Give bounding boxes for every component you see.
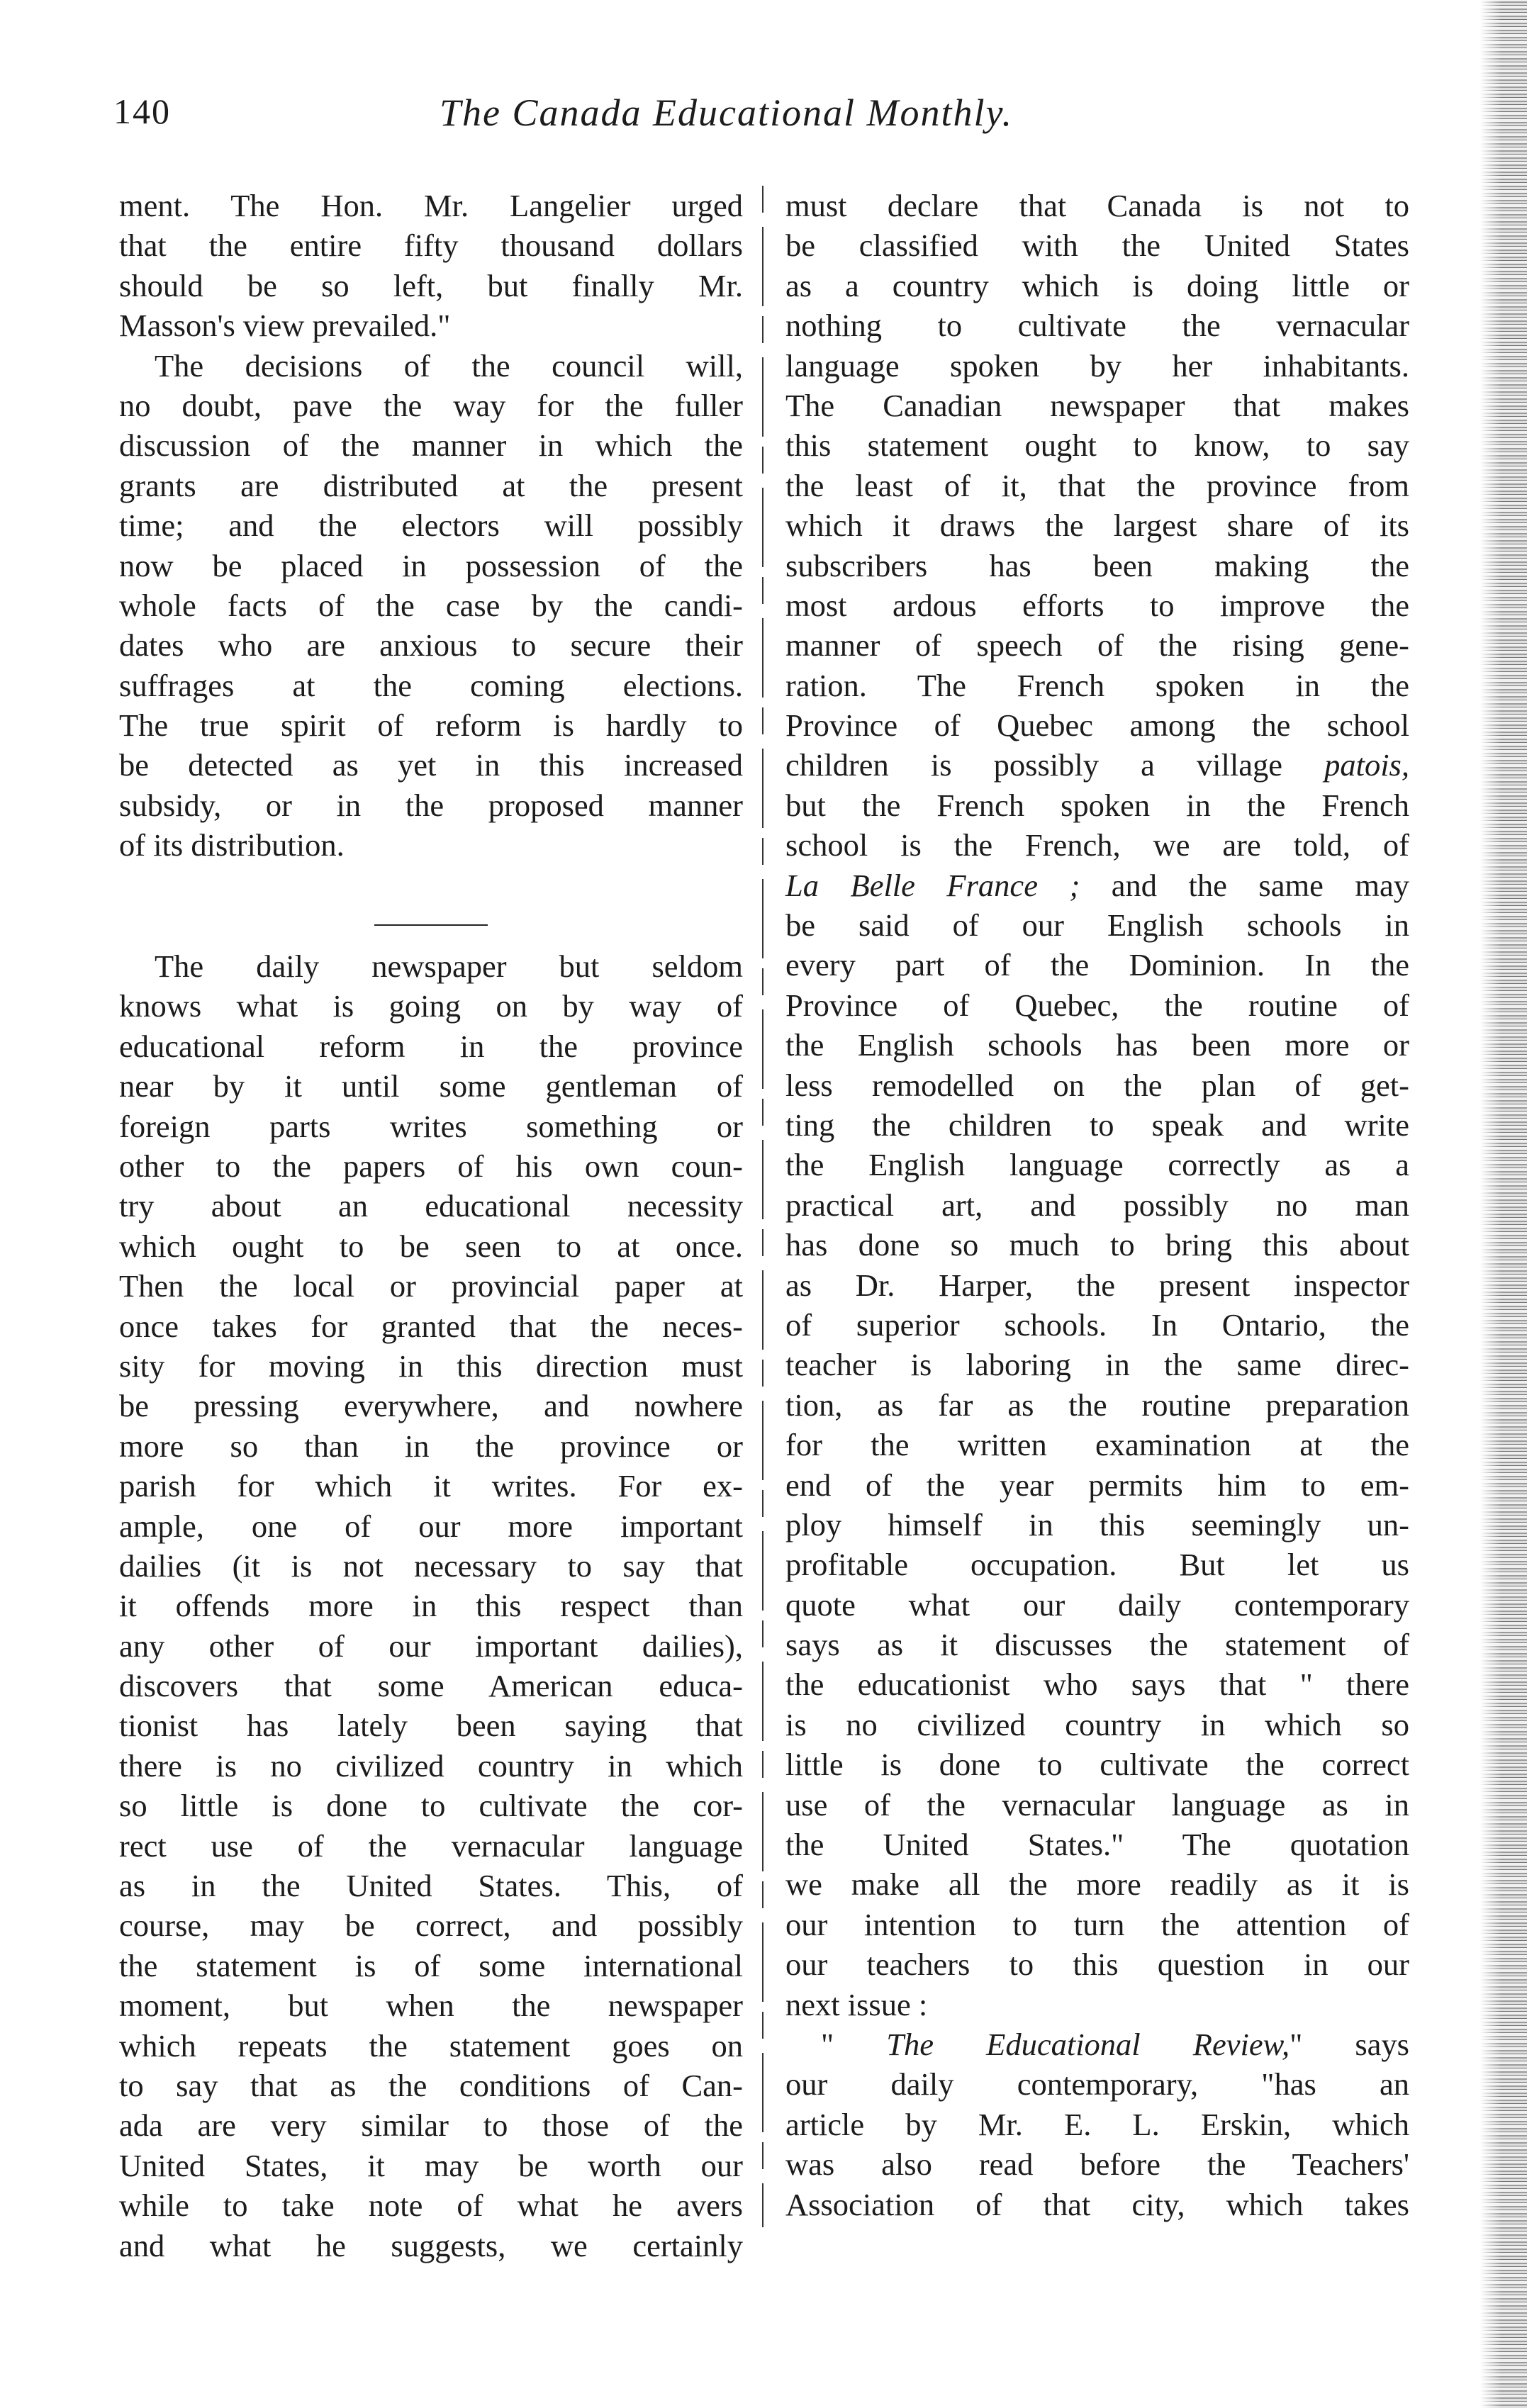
text-line: should be so left, but finally Mr.	[119, 267, 743, 303]
text-line: ment. The Hon. Mr. Langelier urged	[119, 188, 743, 223]
text-line: tionist has lately been saying that	[119, 1708, 743, 1744]
text-line: once takes for granted that the neces-	[119, 1308, 743, 1344]
text-line: educational reform in the province	[119, 1028, 743, 1064]
text-line: says as it discusses the statement of	[785, 1627, 1409, 1663]
text-line: as in the United States. This, of	[119, 1868, 743, 1904]
text-line: grants are distributed at the present	[119, 467, 743, 503]
text-line: which ought to be seen to at once.	[119, 1228, 743, 1264]
text-line: little is done to cultivate the correct	[785, 1747, 1409, 1783]
text-line: as a country which is doing little or	[785, 267, 1409, 303]
text-line: of its distribution.	[119, 827, 345, 863]
text-line: discovers that some American educa-	[119, 1668, 743, 1704]
text-line: practical art, and possibly no man	[785, 1187, 1409, 1223]
running-header	[113, 91, 1120, 147]
text-line: be detected as yet in this increased	[119, 747, 743, 783]
emphasis: The Educational Review,	[886, 2026, 1290, 2062]
text-line: that the entire fifty thousand dollars	[119, 228, 743, 264]
text-line: Masson's view prevailed."	[119, 308, 451, 344]
text-line: but the French spoken in the French	[785, 787, 1409, 823]
text-line: language spoken by her inhabitants.	[785, 347, 1409, 383]
text-line: it offends more in this respect than	[119, 1588, 743, 1624]
text-line: so little is done to cultivate the cor-	[119, 1788, 743, 1824]
paragraph	[119, 946, 743, 2266]
text-line: which it draws the largest share of its	[785, 508, 1409, 544]
text-line: subscribers has been making the	[785, 547, 1409, 583]
text-line: foreign parts writes something or	[119, 1108, 743, 1144]
paragraph	[119, 346, 743, 866]
text-line: ample, one of our more important	[119, 1508, 743, 1544]
text-line: we make all the more readily as it is	[785, 1866, 1409, 1903]
text-line: suffrages at the coming elections.	[119, 667, 743, 703]
text-line: parish for which it writes. For ex-	[119, 1468, 743, 1504]
text-line: The Canadian newspaper that makes	[785, 387, 1409, 423]
column-divider	[762, 186, 764, 2227]
text-line: subsidy, or in the proposed manner	[119, 787, 743, 823]
text-line: must declare that Canada is not to	[785, 188, 1409, 223]
text-line: La Belle France ; and the same may	[785, 867, 1409, 903]
text-line: course, may be correct, and possibly	[119, 1908, 743, 1944]
text-line: our daily contemporary, "has an	[785, 2066, 1409, 2102]
text-line: of superior schools. In Ontario, the	[785, 1306, 1409, 1343]
text-line: now be placed in possession of the	[119, 547, 743, 583]
text-line: time; and the electors will possibly	[119, 508, 743, 544]
text-line: Association of that city, which takes	[785, 2186, 1409, 2222]
text-line: teacher is laboring in the same direc-	[785, 1347, 1409, 1383]
text-line: there is no civilized country in which	[119, 1747, 743, 1783]
text-line: this statement ought to know, to say	[785, 427, 1409, 464]
running-title: The Canada Educational Monthly.	[440, 91, 1013, 134]
text-line: the English schools has been more or	[785, 1027, 1409, 1063]
text-line: the least of it, that the province from	[785, 467, 1409, 503]
text-line: The decisions of the council will,	[155, 347, 743, 383]
text-line: tion, as far as the routine preparation	[785, 1387, 1409, 1423]
text-line: to say that as the conditions of Can-	[119, 2067, 743, 2103]
text-line: the educationist who says that " there	[785, 1667, 1409, 1703]
text-line: the English language correctly as a	[785, 1147, 1409, 1183]
text-line: the United States." The quotation	[785, 1827, 1409, 1863]
text-line: children is possibly a village patois,	[785, 747, 1409, 783]
text-line: article by Mr. E. L. Erskin, which	[785, 2106, 1409, 2142]
text-line: ploy himself in this seemingly un-	[785, 1506, 1409, 1542]
left-column	[119, 186, 743, 2266]
section-rule	[374, 924, 488, 926]
text-line: profitable occupation. But let us	[785, 1547, 1409, 1583]
text-line: sity for moving in this direction must	[119, 1348, 743, 1384]
text-line: and what he suggests, we certainly	[119, 2227, 743, 2263]
text-line: end of the year permits him to em-	[785, 1467, 1409, 1503]
text-line: be pressing everywhere, and nowhere	[119, 1388, 743, 1424]
text-line: Then the local or provincial paper at	[119, 1268, 743, 1304]
text-line: any other of our important dailies),	[119, 1628, 743, 1664]
text-line: The true spirit of reform is hardly to	[119, 707, 743, 744]
text-line: rect use of the vernacular language	[119, 1827, 743, 1864]
text-line: more so than in the province or	[119, 1428, 743, 1464]
text-line: has done so much to bring this about	[785, 1227, 1409, 1263]
text-line: Province of Quebec, the routine of	[785, 987, 1409, 1023]
text-line: our teachers to this question in our	[785, 1947, 1409, 1983]
text-line: is no civilized country in which so	[785, 1706, 1409, 1742]
text-line: next issue :	[785, 1986, 928, 2022]
paragraph	[785, 186, 1409, 745]
right-column	[785, 186, 1409, 2224]
text-line: ration. The French spoken in the	[785, 667, 1409, 703]
text-line: nothing to cultivate the vernacular	[785, 308, 1409, 344]
text-line: quote what our daily contemporary	[785, 1586, 1409, 1623]
text-line: be said of our English schools in	[785, 907, 1409, 943]
text-line: near by it until some gentleman of	[119, 1068, 743, 1104]
text-line: no doubt, pave the way for the fuller	[119, 387, 743, 423]
text-line: school is the French, we are told, of	[785, 827, 1409, 863]
text-line: United States, it may be worth our	[119, 2147, 743, 2183]
scan-edge	[1480, 0, 1527, 2408]
text-line: knows what is going on by way of	[119, 988, 743, 1024]
text-line: every part of the Dominion. In the	[785, 947, 1409, 983]
text-line: moment, but when the newspaper	[119, 1988, 743, 2024]
text-line: which repeats the statement goes on	[119, 2027, 743, 2063]
paragraph	[785, 905, 1409, 2025]
text-line: as Dr. Harper, the present inspector	[785, 1267, 1409, 1303]
paragraph	[119, 186, 743, 346]
text-line: other to the papers of his own coun-	[119, 1148, 743, 1184]
text-line: was also read before the Teachers'	[785, 2146, 1409, 2183]
text-line: while to take note of what he avers	[119, 2188, 743, 2224]
paragraph	[785, 2064, 1409, 2224]
text-line: ada are very similar to those of the	[119, 2107, 743, 2144]
text-line: our intention to turn the attention of	[785, 1906, 1409, 1942]
text-line: most ardous efforts to improve the	[785, 587, 1409, 623]
text-line: less remodelled on the plan of get-	[785, 1067, 1409, 1103]
text-line: use of the vernacular language as in	[785, 1786, 1409, 1822]
text-line: dailies (it is not necessary to say that	[119, 1547, 743, 1584]
text-line: The daily newspaper but seldom	[155, 948, 743, 985]
text-line: the statement is of some international	[119, 1947, 743, 1983]
text-line: discussion of the manner in which the	[119, 427, 743, 464]
text-line: whole facts of the case by the candi-	[119, 587, 743, 623]
text-line: Province of Quebec among the school	[785, 707, 1409, 744]
text-line: manner of speech of the rising gene-	[785, 627, 1409, 663]
text-line: be classified with the United States	[785, 228, 1409, 264]
text-line: dates who are anxious to secure their	[119, 627, 743, 663]
page-number: 140	[113, 91, 171, 131]
text-line: " The Educational Review," says	[821, 2026, 1409, 2062]
text-line: try about an educational necessity	[119, 1188, 743, 1224]
text-line: for the written examination at the	[785, 1427, 1409, 1463]
emphasis: La Belle France ;	[785, 867, 1080, 903]
emphasis: patois,	[1324, 747, 1409, 783]
text-line: ting the children to speak and write	[785, 1107, 1409, 1143]
